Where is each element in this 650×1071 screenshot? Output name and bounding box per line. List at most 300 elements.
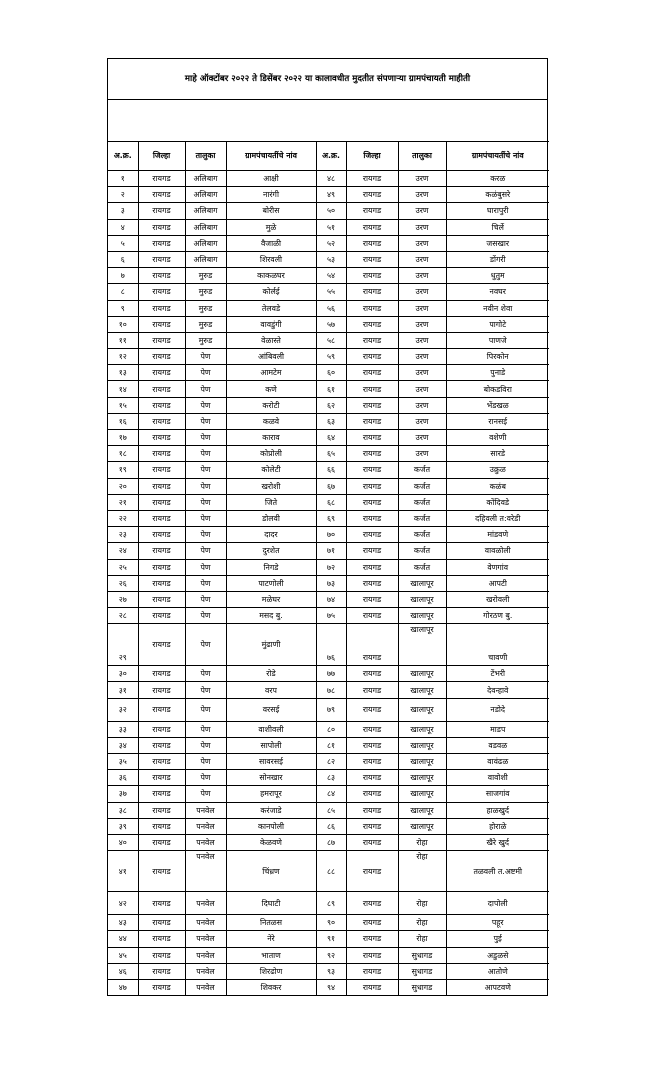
cell-gp-name-2: दापोली: [446, 892, 549, 915]
cell-district-2: रायगड: [346, 397, 398, 413]
cell-district: रायगड: [138, 349, 185, 365]
cell-taluka-2: उरण: [398, 397, 446, 413]
cell-district-2: रायगड: [346, 171, 398, 187]
cell-gp-name: आमटेम: [226, 365, 316, 381]
cell-district: रायगड: [138, 332, 185, 348]
table-row: [108, 737, 549, 753]
cell-gp-name-2: वेणगांव: [446, 559, 549, 575]
cell-district-2: रायगड: [346, 381, 398, 397]
cell-district-2: रायगड: [346, 575, 398, 591]
table-row: [108, 754, 549, 770]
cell-serial: ४: [108, 219, 138, 235]
cell-gp-name: करंजाडे: [226, 802, 316, 818]
cell-gp-name: नारंगी: [226, 187, 316, 203]
cell-district-2: रायगड: [346, 268, 398, 284]
cell-serial-2: ८९: [316, 892, 346, 915]
table-row: [108, 698, 549, 721]
cell-gp-name: सापोली: [226, 737, 316, 753]
cell-taluka-2: रोहा: [398, 892, 446, 915]
cell-serial-2: ६४: [316, 430, 346, 446]
table-row: [108, 624, 549, 666]
cell-taluka: पेण: [185, 381, 226, 397]
cell-gp-name: बोरीस: [226, 203, 316, 219]
cell-serial: ५: [108, 235, 138, 251]
cell-serial: ४७: [108, 979, 138, 995]
cell-district-2: रायगड: [346, 462, 398, 478]
cell-district-2: रायगड: [346, 698, 398, 721]
table-row: [108, 682, 549, 698]
cell-district-2: रायगड: [346, 892, 398, 915]
cell-taluka: अलिबाग: [185, 235, 226, 251]
cell-gp-name-2: गोरठण बु.: [446, 608, 549, 624]
cell-gp-name-2: आपटवणे: [446, 979, 549, 995]
cell-taluka: मुरुड: [185, 268, 226, 284]
cell-taluka: पेण: [185, 349, 226, 365]
cell-district-2: रायगड: [346, 834, 398, 850]
cell-taluka-2: उरण: [398, 300, 446, 316]
cell-serial: १६: [108, 413, 138, 429]
cell-gp-name: हमरापूर: [226, 786, 316, 802]
cell-district-2: रायगड: [346, 316, 398, 332]
cell-serial: ६: [108, 251, 138, 267]
cell-taluka: पेण: [185, 754, 226, 770]
cell-gp-name-2: वडवळ: [446, 737, 549, 753]
cell-district: रायगड: [138, 219, 185, 235]
cell-gp-name-2: चिर्ले: [446, 219, 549, 235]
cell-gp-name-2: साजगांव: [446, 786, 549, 802]
cell-gp-name: केळवणे: [226, 834, 316, 850]
cell-serial: २३: [108, 527, 138, 543]
table-row: [108, 802, 549, 818]
cell-serial: ३३: [108, 721, 138, 737]
cell-taluka: पेण: [185, 365, 226, 381]
cell-gp-name-2: हाळखुर्द: [446, 802, 549, 818]
cell-gp-name: दुरशेत: [226, 543, 316, 559]
cell-serial: २: [108, 187, 138, 203]
cell-serial: ४३: [108, 915, 138, 931]
cell-district: रायगड: [138, 666, 185, 682]
cell-district-2: रायगड: [346, 300, 398, 316]
cell-district: रायगड: [138, 818, 185, 834]
cell-district: रायगड: [138, 430, 185, 446]
cell-district: रायगड: [138, 979, 185, 995]
cell-taluka: पेण: [185, 494, 226, 510]
cell-gp-name-2: कळंबुसरे: [446, 187, 549, 203]
cell-taluka-2: कर्जत: [398, 494, 446, 510]
table-row: [108, 770, 549, 786]
cell-serial: २९: [108, 624, 138, 666]
cell-serial: १९: [108, 462, 138, 478]
cell-district-2: रायगड: [346, 510, 398, 526]
cell-district: रायगड: [138, 527, 185, 543]
cell-gp-name: मुंढाणी: [226, 624, 316, 666]
header-row: [108, 142, 549, 171]
cell-district-2: रायगड: [346, 786, 398, 802]
table-row: [108, 284, 549, 300]
cell-serial-2: ५५: [316, 284, 346, 300]
cell-district-2: रायगड: [346, 851, 398, 892]
cell-gp-name: नेरे: [226, 931, 316, 947]
cell-gp-name: दिघाटी: [226, 892, 316, 915]
cell-taluka: पेण: [185, 624, 226, 666]
cell-gp-name-2: खरोवली: [446, 591, 549, 607]
cell-gp-name: दादर: [226, 527, 316, 543]
cell-serial: ९: [108, 300, 138, 316]
cell-serial: ४६: [108, 963, 138, 979]
cell-serial: १०: [108, 316, 138, 332]
cell-district: रायगड: [138, 737, 185, 753]
cell-taluka: पेण: [185, 786, 226, 802]
cell-taluka: पनवेल: [185, 979, 226, 995]
cell-district: रायगड: [138, 235, 185, 251]
cell-district-2: रायगड: [346, 963, 398, 979]
cell-gp-name: पाटणोली: [226, 575, 316, 591]
cell-taluka: पनवेल: [185, 915, 226, 931]
table-row: [108, 397, 549, 413]
cell-district-2: रायगड: [346, 754, 398, 770]
cell-serial-2: ८३: [316, 770, 346, 786]
cell-taluka-2: सुधागड: [398, 979, 446, 995]
cell-taluka-2: उरण: [398, 446, 446, 462]
cell-gp-name-2: डोंगरी: [446, 251, 549, 267]
cell-serial: २४: [108, 543, 138, 559]
cell-gp-name-2: सारडे: [446, 446, 549, 462]
table-row: [108, 834, 549, 850]
cell-gp-name: काराव: [226, 430, 316, 446]
table-row: [108, 316, 549, 332]
cell-serial-2: ६५: [316, 446, 346, 462]
cell-serial: १: [108, 171, 138, 187]
cell-serial-2: ७१: [316, 543, 346, 559]
cell-district-2: रायगड: [346, 608, 398, 624]
cell-taluka-2: कर्जत: [398, 462, 446, 478]
cell-district-2: रायगड: [346, 770, 398, 786]
cell-serial: २८: [108, 608, 138, 624]
table-row: [108, 349, 549, 365]
cell-district-2: रायगड: [346, 219, 398, 235]
cell-serial-2: ७४: [316, 591, 346, 607]
cell-gp-name: वावडुंगी: [226, 316, 316, 332]
cell-gp-name: वरप: [226, 682, 316, 698]
cell-taluka: पेण: [185, 721, 226, 737]
cell-district-2: रायगड: [346, 682, 398, 698]
cell-taluka-2: कर्जत: [398, 559, 446, 575]
cell-gp-name: मसद बु.: [226, 608, 316, 624]
cell-gp-name-2: भेंडखळ: [446, 397, 549, 413]
cell-taluka-2: उरण: [398, 251, 446, 267]
cell-district-2: रायगड: [346, 947, 398, 963]
cell-serial: ३१: [108, 682, 138, 698]
cell-serial: ३८: [108, 802, 138, 818]
cell-district-2: रायगड: [346, 559, 398, 575]
cell-gp-name: डोलवी: [226, 510, 316, 526]
cell-gp-name: खरोशी: [226, 478, 316, 494]
cell-serial: १३: [108, 365, 138, 381]
table-row: [108, 979, 549, 995]
cell-district: रायगड: [138, 786, 185, 802]
cell-gp-name-2: वावळोली: [446, 543, 549, 559]
table-row: [108, 575, 549, 591]
cell-serial-2: ५२: [316, 235, 346, 251]
cell-district: रायगड: [138, 721, 185, 737]
cell-taluka: पेण: [185, 575, 226, 591]
header-taluka-2: तालुका: [398, 142, 446, 171]
cell-taluka-2: खालापूर: [398, 802, 446, 818]
cell-gp-name-2: मांडवणे: [446, 527, 549, 543]
cell-taluka: पेण: [185, 608, 226, 624]
cell-serial-2: ५९: [316, 349, 346, 365]
cell-district-2: रायगड: [346, 203, 398, 219]
table-row: [108, 300, 549, 316]
cell-serial-2: ७८: [316, 682, 346, 698]
cell-gp-name: नितळस: [226, 915, 316, 931]
cell-gp-name-2: पागोटे: [446, 316, 549, 332]
cell-taluka: पनवेल: [185, 931, 226, 947]
table-row: [108, 430, 549, 446]
cell-serial-2: ६८: [316, 494, 346, 510]
cell-district: रायगड: [138, 187, 185, 203]
cell-taluka: पेण: [185, 510, 226, 526]
table-row: [108, 203, 549, 219]
cell-serial: २७: [108, 591, 138, 607]
cell-serial-2: ८७: [316, 834, 346, 850]
cell-taluka-2: खालापूर: [398, 666, 446, 682]
cell-taluka: मुरुड: [185, 284, 226, 300]
cell-district: रायगड: [138, 591, 185, 607]
cell-serial-2: ४९: [316, 187, 346, 203]
cell-district-2: रायगड: [346, 284, 398, 300]
cell-taluka: अलिबाग: [185, 171, 226, 187]
cell-gp-name-2: खैरे खुर्द: [446, 834, 549, 850]
cell-serial: ४५: [108, 947, 138, 963]
cell-taluka-2: खालापूर: [398, 754, 446, 770]
cell-serial-2: ४८: [316, 171, 346, 187]
cell-serial-2: ७३: [316, 575, 346, 591]
cell-gp-name: शिरढोण: [226, 963, 316, 979]
cell-taluka-2: उरण: [398, 268, 446, 284]
table-row: [108, 666, 549, 682]
header-gp-name: ग्रामपंचायतींचे नांव: [226, 142, 316, 171]
cell-taluka-2: रोहा: [398, 834, 446, 850]
cell-district: रायगड: [138, 494, 185, 510]
cell-district: रायगड: [138, 284, 185, 300]
cell-gp-name-2: आपटी: [446, 575, 549, 591]
cell-taluka-2: सुधागड: [398, 947, 446, 963]
cell-serial: ३७: [108, 786, 138, 802]
cell-serial-2: ६६: [316, 462, 346, 478]
table-row: [108, 332, 549, 348]
table-row: [108, 494, 549, 510]
cell-serial-2: ५१: [316, 219, 346, 235]
cell-taluka: पनवेल: [185, 818, 226, 834]
cell-district-2: रायगड: [346, 235, 398, 251]
cell-serial: ८: [108, 284, 138, 300]
cell-district: रायगड: [138, 851, 185, 892]
cell-taluka-2: उरण: [398, 349, 446, 365]
cell-district-2: रायगड: [346, 527, 398, 543]
cell-serial-2: ८४: [316, 786, 346, 802]
cell-district: रायगड: [138, 316, 185, 332]
cell-serial: ४२: [108, 892, 138, 915]
cell-gp-name-2: नवीन शेवा: [446, 300, 549, 316]
cell-gp-name: वरसई: [226, 698, 316, 721]
cell-taluka: अलिबाग: [185, 219, 226, 235]
cell-serial: ७: [108, 268, 138, 284]
cell-gp-name: कानपोली: [226, 818, 316, 834]
cell-gp-name: शिरवली: [226, 251, 316, 267]
table-row: [108, 591, 549, 607]
cell-taluka-2: खालापूर: [398, 608, 446, 624]
cell-serial: १५: [108, 397, 138, 413]
cell-taluka-2: रोहा: [398, 915, 446, 931]
table-row: [108, 413, 549, 429]
cell-gp-name: निगडे: [226, 559, 316, 575]
cell-serial-2: ५७: [316, 316, 346, 332]
cell-gp-name: आक्षी: [226, 171, 316, 187]
cell-taluka: पेण: [185, 591, 226, 607]
cell-gp-name: सावरसई: [226, 754, 316, 770]
header-gp-name-2: ग्रामपंचायतींचे नांव: [446, 142, 549, 171]
cell-taluka: पनवेल: [185, 834, 226, 850]
cell-taluka-2: उरण: [398, 284, 446, 300]
cell-serial-2: ६७: [316, 478, 346, 494]
cell-gp-name-2: पहूर: [446, 915, 549, 931]
cell-gp-name-2: बोकडविरा: [446, 381, 549, 397]
cell-gp-name-2: रानसई: [446, 413, 549, 429]
cell-district: रायगड: [138, 171, 185, 187]
cell-taluka-2: कर्जत: [398, 510, 446, 526]
cell-taluka-2: खालापूर: [398, 818, 446, 834]
cell-gp-name-2: दहिवली त:वरेडी: [446, 510, 549, 526]
cell-gp-name-2: पाणजे: [446, 332, 549, 348]
cell-taluka-2: खालापूर: [398, 721, 446, 737]
cell-taluka-2: उरण: [398, 332, 446, 348]
cell-gp-name-2: पुनाडे: [446, 365, 549, 381]
cell-gp-name: कणे: [226, 381, 316, 397]
cell-gp-name-2: जसखार: [446, 235, 549, 251]
cell-serial-2: ६९: [316, 510, 346, 526]
cell-gp-name-2: कळंब: [446, 478, 549, 494]
cell-taluka: पेण: [185, 430, 226, 446]
cell-taluka: पेण: [185, 770, 226, 786]
cell-serial-2: ५०: [316, 203, 346, 219]
cell-serial: ४१: [108, 851, 138, 892]
cell-taluka-2: रोहा: [398, 931, 446, 947]
cell-serial: १२: [108, 349, 138, 365]
cell-district-2: रायगड: [346, 591, 398, 607]
cell-taluka-2: कर्जत: [398, 527, 446, 543]
cell-gp-name: कळवे: [226, 413, 316, 429]
cell-district: रायगड: [138, 397, 185, 413]
cell-taluka-2: खालापूर: [398, 698, 446, 721]
cell-taluka-2: सुधागड: [398, 963, 446, 979]
cell-gp-name-2: पिरकोन: [446, 349, 549, 365]
cell-taluka-2: उरण: [398, 187, 446, 203]
cell-taluka: पेण: [185, 446, 226, 462]
cell-gp-name: आंबिवली: [226, 349, 316, 365]
cell-serial: ४०: [108, 834, 138, 850]
cell-taluka-2: खालापूर: [398, 737, 446, 753]
table-row: [108, 381, 549, 397]
cell-serial-2: ९४: [316, 979, 346, 995]
cell-taluka: पेण: [185, 559, 226, 575]
table-row: [108, 559, 549, 575]
cell-district-2: रायगड: [346, 365, 398, 381]
cell-gp-name: कोर्लई: [226, 284, 316, 300]
cell-district-2: रायगड: [346, 802, 398, 818]
header-district-2: जिल्हा: [346, 142, 398, 171]
cell-gp-name: मुळे: [226, 219, 316, 235]
table-row: [108, 818, 549, 834]
cell-taluka: पेण: [185, 666, 226, 682]
cell-district: रायगड: [138, 413, 185, 429]
cell-serial-2: ९३: [316, 963, 346, 979]
gram-panchayat-table: [108, 141, 549, 995]
table-row: [108, 963, 549, 979]
cell-gp-name: तेलवडे: [226, 300, 316, 316]
cell-district-2: रायगड: [346, 979, 398, 995]
cell-taluka-2: कर्जत: [398, 478, 446, 494]
cell-gp-name: भाताण: [226, 947, 316, 963]
cell-district: रायगड: [138, 802, 185, 818]
cell-serial: ३९: [108, 818, 138, 834]
cell-taluka: पेण: [185, 462, 226, 478]
cell-gp-name: चिंध्रण: [226, 851, 316, 892]
cell-district-2: रायगड: [346, 915, 398, 931]
table-row: [108, 931, 549, 947]
cell-gp-name-2: आतोणे: [446, 963, 549, 979]
cell-district: रायगड: [138, 543, 185, 559]
cell-taluka-2: उरण: [398, 413, 446, 429]
document-table-frame: [107, 58, 548, 996]
cell-district-2: रायगड: [346, 187, 398, 203]
cell-taluka-2: उरण: [398, 316, 446, 332]
cell-gp-name-2: करळ: [446, 171, 549, 187]
header-district: जिल्हा: [138, 142, 185, 171]
cell-taluka-2: उरण: [398, 203, 446, 219]
cell-taluka-2: खालापूर: [398, 575, 446, 591]
document-title: माहे ऑक्टोंबर २०२२ ते डिसेंबर २०२२ या कालावधीत मुदतीत संपणाऱ्या ग्रामपंचायती माहीती: [108, 59, 547, 100]
cell-taluka-2: उरण: [398, 365, 446, 381]
cell-taluka: पनवेल: [185, 947, 226, 963]
cell-taluka-2: कर्जत: [398, 543, 446, 559]
cell-serial-2: ७७: [316, 666, 346, 682]
cell-serial-2: ६०: [316, 365, 346, 381]
cell-serial: ३०: [108, 666, 138, 682]
cell-taluka-2: खालापूर: [398, 591, 446, 607]
cell-taluka: पेण: [185, 527, 226, 543]
cell-serial: ३४: [108, 737, 138, 753]
cell-district: रायगड: [138, 608, 185, 624]
title-spacer: [108, 100, 547, 141]
table-row: [108, 171, 549, 187]
cell-taluka: मुरुड: [185, 316, 226, 332]
cell-district: रायगड: [138, 770, 185, 786]
cell-gp-name-2: नडोदे: [446, 698, 549, 721]
header-serial-2: अ.क्र.: [316, 142, 346, 171]
cell-taluka: अलिबाग: [185, 251, 226, 267]
cell-serial: ३: [108, 203, 138, 219]
cell-serial-2: ८५: [316, 802, 346, 818]
cell-serial-2: ८८: [316, 851, 346, 892]
cell-taluka-2: उरण: [398, 381, 446, 397]
cell-taluka: पनवेल: [185, 892, 226, 915]
cell-serial: २१: [108, 494, 138, 510]
cell-serial-2: ५४: [316, 268, 346, 284]
cell-serial: ४४: [108, 931, 138, 947]
cell-taluka-2: खालापूर: [398, 682, 446, 698]
cell-taluka: पनवेल: [185, 802, 226, 818]
